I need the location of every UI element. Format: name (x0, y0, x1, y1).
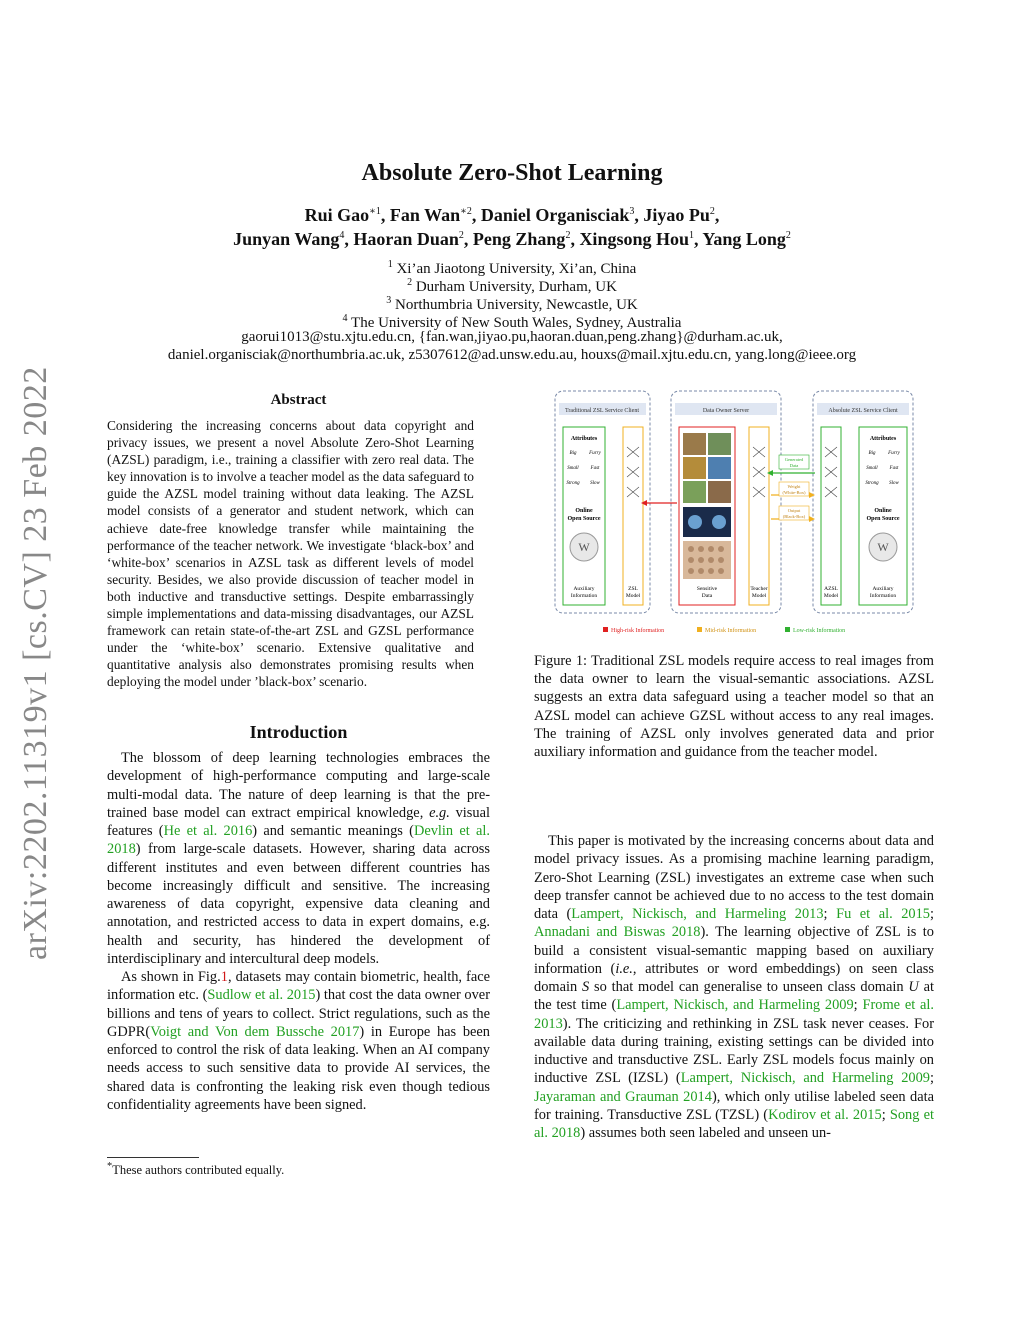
citation-link[interactable]: Lampert, Nickisch, and Harmeling 2013 (571, 906, 824, 922)
citation-link[interactable]: Lampert, Nickisch, and Harmeling 2009 (616, 997, 854, 1014)
red-arrowhead (641, 500, 647, 506)
figure-ref-link[interactable]: 1 (220, 969, 228, 985)
authors-line-2: Junyan Wang$^4$, Haoran Duan$^2$, Peng Zhang$^2$, Xingsong Hou$^1$, Yang Long$^2$ (233, 229, 791, 249)
left-attr-furry: Furry (589, 451, 601, 456)
left-zsl-label-2: Model (625, 593, 641, 599)
teacher-label-2: Model (751, 593, 767, 599)
right-attr-fast: Fast (889, 466, 899, 471)
text-run: ) from large-scale datasets. However, sharing data across different institutes and even between different countries has become increasingly difficult and sensitive. The increasing awareness of data copyright, expensive data cleaning and annotation, and restricted access to data in expert domains, e.g. health and security, has hindered the development of interdisciplinary and intercultural deep models. (107, 841, 490, 967)
right-column-body (534, 832, 934, 1142)
legend-low-risk-label: Low-risk Information (793, 628, 846, 634)
authors-line-1: Rui Gao$^{∗1}$, Fan Wan$^{∗2}$, Daniel Organisciak$^3$, Jiyao Pu$^2$, (304, 205, 720, 225)
author-name: Haoran Duan$^2$ (353, 229, 464, 249)
right-attr-furry: Furry (888, 451, 900, 456)
figure-1-caption: Figure 1: Traditional ZSL models require access to real images from the data owner to learn the visual-semantic associations. AZSL suggests an extra data safeguard using a teacher model so that an AZSL model can achieve GZSL without access to any real images. The training of AZSL only involves generated data and prior auxiliary information and guidance from the teacher model. (534, 653, 934, 761)
citation-link[interactable]: Annadani and Biswas 2018 (534, 924, 701, 941)
citation-link[interactable]: Kodirov et al. 2015 (768, 1106, 882, 1123)
absolute-client-panel (813, 391, 913, 613)
right-attributes-label: Attributes (869, 436, 897, 442)
legend-low-risk-swatch (785, 627, 790, 632)
author-name: Xingsong Hou$^1$ (579, 229, 694, 249)
text-run: ; (823, 906, 837, 922)
right-attr-small: Small (866, 466, 878, 471)
mri-images-grid (683, 507, 731, 537)
text-run: ; (853, 997, 863, 1014)
right-wikipedia-w-icon: W (877, 540, 889, 554)
weight-label-1: Weight (787, 484, 801, 489)
data-owner-title: Data Owner Server (702, 408, 750, 414)
teacher-label-1: Teacher (750, 586, 768, 592)
paper-title: Absolute Zero-Shot Learning (361, 160, 663, 186)
author-name: Rui Gao$^{∗1}$ (304, 205, 381, 225)
citation-link[interactable]: Jayaraman and Grauman 2014 (534, 1088, 712, 1105)
sensitive-label-2: Data (701, 593, 713, 599)
footnote: *These authors contributed equally. (107, 1161, 285, 1178)
azsl-label-2: Model (823, 593, 839, 599)
introduction-body (107, 749, 490, 1114)
author-name: Fan Wan$^{∗2}$ (389, 205, 472, 225)
left-attr-strong: Strong (566, 481, 580, 486)
right-aux-label-1: Auxiliary (872, 586, 894, 592)
left-attr-small: Small (567, 466, 579, 471)
left-open-source-label: Open Source (567, 516, 601, 522)
azsl-network-icon (825, 447, 837, 497)
bird-images-grid (683, 433, 731, 503)
output-label-1: Output (787, 508, 801, 513)
yellow-arrowhead-2 (809, 516, 815, 522)
abstract-body: Considering the increasing concerns about data copyright and privacy issues, we present a novel Absolute Zero-Shot Learning (AZSL) paradigm, i.e., training a classifier with zero real data. The key innovation is to involve a teacher model as the data safeguard to guide the AZSL model training without data leaking. The AZSL model consists of a generator and student network, which can achieve date-free knowledge transfer while maintaining the performance of the teacher network. We investigate ‘black-box’ and ‘white-box’ scenarios in AZSL task as different levels of model security. Besides, we also provide discussion of teacher model in both inductive and transductive settings. Despite embarrassingly simple implementations and data-missing disadvantages, our AZSL framework can retain state-of-the-art ZSL and GZSL performance under the ‘white-box’ scenario. Extensive qualitative and quantitative analysis also demonstrates promising results when deploying the model under ’black-box’ scenario. (107, 418, 474, 690)
right-online-label: Online (874, 508, 892, 514)
legend-mid-risk-swatch (697, 627, 702, 632)
text-run: ), which only utilise labeled seen data for training. Transductive ZSL (TZSL) ( (534, 1088, 934, 1123)
left-aux-label-1: Auxiliary (573, 586, 595, 592)
text-run: U (908, 979, 919, 995)
text-run: ; (930, 1070, 934, 1087)
footnote-divider (107, 1157, 199, 1158)
green-arrowhead (767, 470, 773, 476)
text-run: ). The criticizing and rethinking in ZSL task never ceases. For available data during training, existing settings can be divided into inductive and transductive ZSL. Early ZSL models focus mainly on inductive ZSL (IZSL) ( (534, 1015, 934, 1087)
text-run: ; (929, 906, 934, 922)
right-attr-slow: Slow (889, 481, 899, 486)
text-run: visual features ( (107, 804, 490, 839)
right-open-source-label: Open Source (866, 516, 900, 522)
sensitive-label-1: Sensitive (696, 586, 718, 592)
traditional-client-panel (555, 391, 650, 613)
author-name: Jiyao Pu$^2$ (643, 205, 715, 225)
text-run: As shown in Fig. (121, 969, 221, 985)
emails-line-1: gaorui1013@stu.xjtu.edu.cn, {fan.wan,jiyao.pu,haoran.duan,peng.zhang}@durham.ac.uk, (241, 329, 783, 345)
text-run: , attributes or word embeddings) on seen class domain (534, 960, 934, 995)
text-run: ; (881, 1106, 890, 1123)
generated-data-label-1: Generated (784, 457, 804, 462)
left-wikipedia-w-icon: W (578, 540, 590, 554)
citation-link[interactable]: He et al. 2016 (163, 823, 253, 839)
figure-1-diagram (551, 387, 917, 643)
affiliation-4: $^4$ The University of New South Wales, Sydney, Australia (342, 313, 682, 331)
text-run: ) that cost the data owner over billions and tens of years to collect. Strict regulations, such as the GDPR( (107, 987, 490, 1040)
teacher-network-icon (753, 447, 765, 497)
left-attr-slow: Slow (590, 481, 600, 486)
arxiv-identifier: arXiv:2202.11319v1 [cs.CV] 23 Feb 2022 (17, 366, 54, 960)
text-run: at the test time ( (534, 979, 935, 1014)
emails-line-2: daniel.organisciak@northumbria.ac.uk, z5307612@ad.unsw.edu.au, houxs@mail.xjtu.edu.cn, yang.long@ieee.org (167, 347, 857, 363)
citation-link[interactable]: Devlin et al. 2018 (107, 823, 490, 858)
right-paragraph-1 (534, 832, 934, 1142)
left-attr-fast: Fast (590, 466, 600, 471)
introduction-heading: Introduction (249, 722, 348, 742)
author-name: Junyan Wang$^4$ (233, 229, 345, 249)
author-name: Yang Long$^2$ (702, 229, 791, 249)
text-run: i.e. (615, 960, 633, 977)
text-run: e.g. (429, 804, 450, 821)
left-network-icon (627, 447, 639, 497)
teacher-model-box (749, 427, 769, 605)
face-images-grid (683, 541, 731, 579)
left-online-label: Online (575, 508, 593, 514)
right-attr-big: Big (868, 451, 876, 456)
text-run: ) and semantic meanings ( (252, 823, 414, 839)
citation-link[interactable]: Fu et al. 2015 (836, 906, 930, 922)
intro-paragraph-1 (107, 749, 490, 968)
citation-link[interactable]: Lampert, Nickisch, and Harmeling 2009 (680, 1070, 930, 1087)
author-name: Peng Zhang$^2$ (472, 229, 571, 249)
citation-link[interactable]: Song et al. 2018 (534, 1106, 934, 1141)
absolute-client-title: Absolute ZSL Service Client (828, 408, 898, 414)
figure-1 (551, 387, 917, 643)
left-aux-label-2: Information (570, 593, 598, 599)
citation-link[interactable]: Frome et al. 2013 (534, 997, 934, 1032)
right-aux-label-2: Information (869, 593, 897, 599)
legend-mid-risk-label: Mid-risk Information (705, 628, 757, 634)
text-run: S (582, 979, 590, 995)
citation-link[interactable]: Sudlow et al. 2015 (207, 987, 316, 1004)
traditional-client-title: Traditional ZSL Service Client (564, 408, 640, 414)
left-zsl-label-1: ZSL (628, 586, 638, 592)
left-attributes-label: Attributes (570, 436, 598, 442)
yellow-arrowhead-1 (809, 492, 815, 498)
text-run: This paper is motivated by the increasing concerns about data and model privacy issues. As a promising machine learning paradigm, Zero-Shot Learning (ZSL) investigates an extreme case when such deep transfer cannot be achieved due to no access to the test domain data ( (534, 833, 934, 922)
affiliation-1: $^1$ Xi’an Jiaotong University, Xi’an, China (387, 259, 637, 277)
output-label-2: (Black-Box) (782, 514, 806, 519)
legend-high-risk-swatch (603, 627, 608, 632)
azsl-label-1: AZSL (824, 586, 838, 592)
author-name: Daniel Organisciak$^3$ (480, 205, 635, 225)
text-run: ). The learning objective of ZSL is to build a consistent visual-semantic mapping based on auxiliary information ( (534, 924, 934, 977)
weight-label-2: (White-Box) (782, 490, 806, 495)
affiliation-2: $^2$ Durham University, Durham, UK (407, 277, 617, 295)
text-run: , datasets may contain biometric, health, face information etc. ( (107, 969, 491, 1004)
generated-data-label-2: Data (789, 463, 799, 468)
text-run: ) assumes both seen labeled and unseen un- (580, 1125, 831, 1141)
abstract-heading: Abstract (270, 392, 327, 408)
text-run: The blossom of deep learning technologies embraces the development of high-performance computing and large-scale multi-modal data. The nature of deep learning is that the pre-trained base model can extract empirical knowledge, (107, 750, 490, 821)
azsl-model-box (821, 427, 841, 605)
affiliation-3: $^3$ Northumbria University, Newcastle, UK (386, 295, 638, 313)
text-run: so that model can generalise to unseen class domain (589, 979, 909, 995)
text-run: ) in Europe has been enforced to control the risk of data leaking. When an AI company needs access to such sensitive data to provide AI services, the shared data is confronting the leaking risk even though tedious confidentiality agreements have been signed. (107, 1023, 490, 1113)
legend-high-risk-label: High-risk Information (611, 628, 665, 634)
left-attr-big: Big (569, 451, 577, 456)
right-attr-strong: Strong (865, 481, 879, 486)
citation-link[interactable]: Voigt and Von dem Bussche 2017 (150, 1023, 360, 1040)
left-zsl-model-box (623, 427, 643, 605)
intro-paragraph-2 (107, 968, 490, 1114)
